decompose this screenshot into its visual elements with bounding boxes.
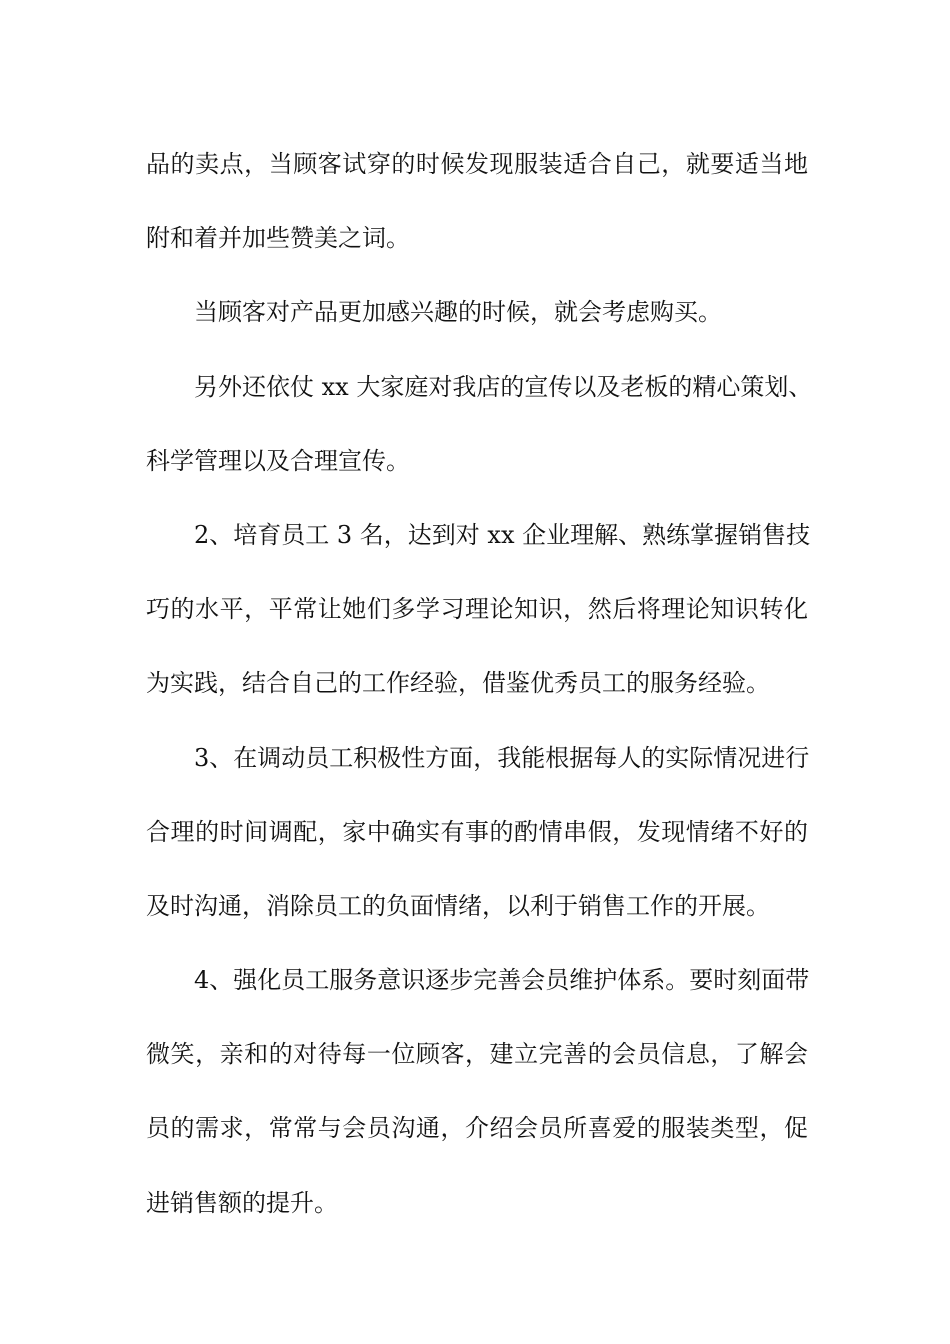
paragraph-2-line-1: 当顾客对产品更加感兴趣的时候，就会考虑购买。 <box>194 298 722 327</box>
paragraph-4-line-2: 巧的水平，平常让她们多学习理论知识，然后将理论知识转化 <box>146 595 808 624</box>
paragraph-1-line-2: 附和着并加些赞美之词。 <box>146 224 410 253</box>
paragraph-6-line-1: 4、强化员工服务意识逐步完善会员维护体系。要时刻面带 <box>194 966 810 995</box>
paragraph-3-line-2: 科学管理以及合理宣传。 <box>146 446 410 475</box>
paragraph-1-line-1: 品的卖点，当顾客试穿的时候发现服装适合自己，就要适当地 <box>146 150 808 178</box>
paragraph-5-line-2: 合理的时间调配，家中确实有事的酌情串假，发现情绪不好的 <box>146 817 808 846</box>
paragraph-4-line-1: 2、培育员工 3 名，达到对 xx 企业理解、熟练掌握销售技 <box>194 520 811 549</box>
paragraph-5-line-1: 3、在调动员工积极性方面，我能根据每人的实际情况进行 <box>194 743 810 772</box>
paragraph-6-line-2: 微笑，亲和的对待每一位顾客，建立完善的会员信息，了解会 <box>146 1040 808 1069</box>
paragraph-3-line-1: 另外还依仗 xx 大家庭对我店的宣传以及老板的精心策划、 <box>194 372 813 401</box>
paragraph-6-line-3: 员的需求，常常与会员沟通，介绍会员所喜爱的服装类型，促 <box>146 1114 808 1143</box>
paragraph-5-line-3: 及时沟通，消除员工的负面情绪，以利于销售工作的开展。 <box>146 891 770 920</box>
paragraph-4-line-3: 为实践，结合自己的工作经验，借鉴优秀员工的服务经验。 <box>146 669 770 698</box>
document-body <box>146 127 813 1240</box>
paragraph-6-line-4: 进销售额的提升。 <box>146 1188 338 1217</box>
